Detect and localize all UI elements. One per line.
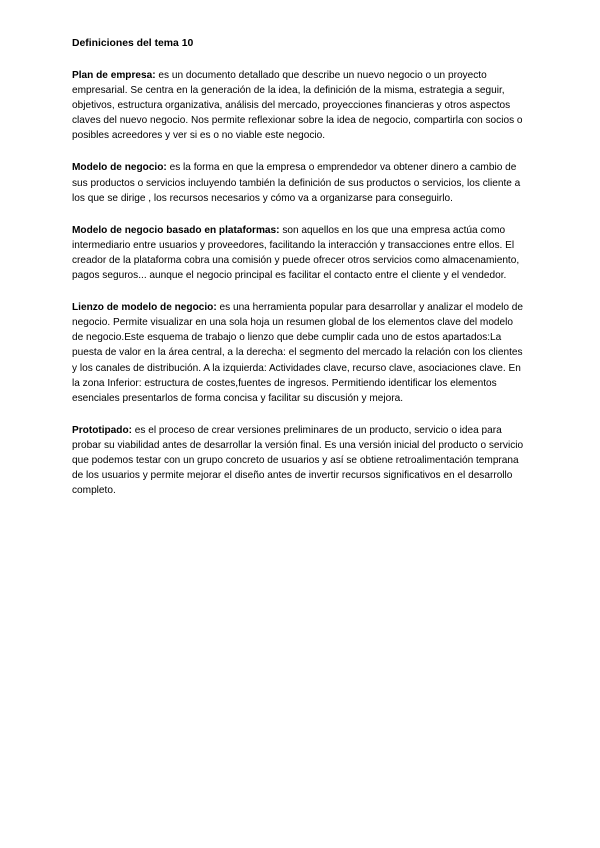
term-heading: Prototipado: [72,424,132,436]
definition-prototipado [72,423,524,498]
term-heading: Modelo de negocio: [72,162,167,174]
term-heading: Modelo de negocio basado en plataformas: [72,224,280,236]
definition-text: es un documento detallado que describe un nuevo negocio o un proyecto empresarial. Se centra en la generación de la idea, la definición de la misma, estrategia a seguir, objetivos, estructura organizativa, análisis del mercado, proyecciones financieras y otros aspectos claves del nuevo negocio. Nos permite reflexionar sobre la idea de negocio, compartirla con socios o posibles acreedores y ver si es o no viable este negocio. [72,70,523,142]
definition-text: es el proceso de crear versiones preliminares de un producto, servicio o idea para probar su viabilidad antes de desarrollar la versión final. Es una versión inicial del producto o servicio que podemos testar con un grupo concreto de usuarios y así se obtiene retroalimentación temprana de los usuarios y permite mejorar el diseño antes de invertir recursos significativos en el desarrollo completo. [72,424,524,497]
definition-text: son aquellos en los que una empresa actúa como intermediario entre usuarios y proveedores, facilitando la interacción y transacciones entre ellos. El creador de la plataforma cobra una comisión y puede ofrecer otros servicios como almacenamiento, pagos seguros... aunque el negocio principal es facilitar el contacto entre el cliente y el vendedor. [72,224,520,282]
definition-lienzo-modelo-negocio [72,300,524,406]
term-heading: Plan de empresa: [72,70,156,81]
term-heading: Lienzo de modelo de negocio: [72,302,217,314]
definition-text: es una herramienta popular para desarrollar y analizar el modelo de negocio. Permite visualizar en una sola hoja un resumen global de los elementos clave del modelo de negocio.Este esquema de trabajo o lienzo que debe cumplir cada uno de estos apartados:La puesta de valor en la área central, a la derecha: el segmento del mercado la relación con los clientes y los canales de distribución. A la izquierda: Actividades clave, recurso clave, asociaciones clave. En la zona Inferior: estructura de costes,fuentes de ingresos. Permitiendo identificar los elementos esenciales presentarlos de forma concisa y facilitar su discusión y mejora. [72,302,524,404]
definition-modelo-plataformas [72,223,524,283]
page-title: Definiciones del tema 10 [72,38,194,49]
definition-plan-de-empresa [72,68,524,143]
definition-text: es la forma en que la empresa o emprendedor va obtener dinero a cambio de sus productos o servicios incluyendo también la definición de sus productos o servicios, los cliente a los que se dirige , los recursos necesarios y cómo va a organizarse para conseguirlo. [72,162,521,204]
definition-modelo-de-negocio [72,160,524,205]
document-body [72,36,524,515]
